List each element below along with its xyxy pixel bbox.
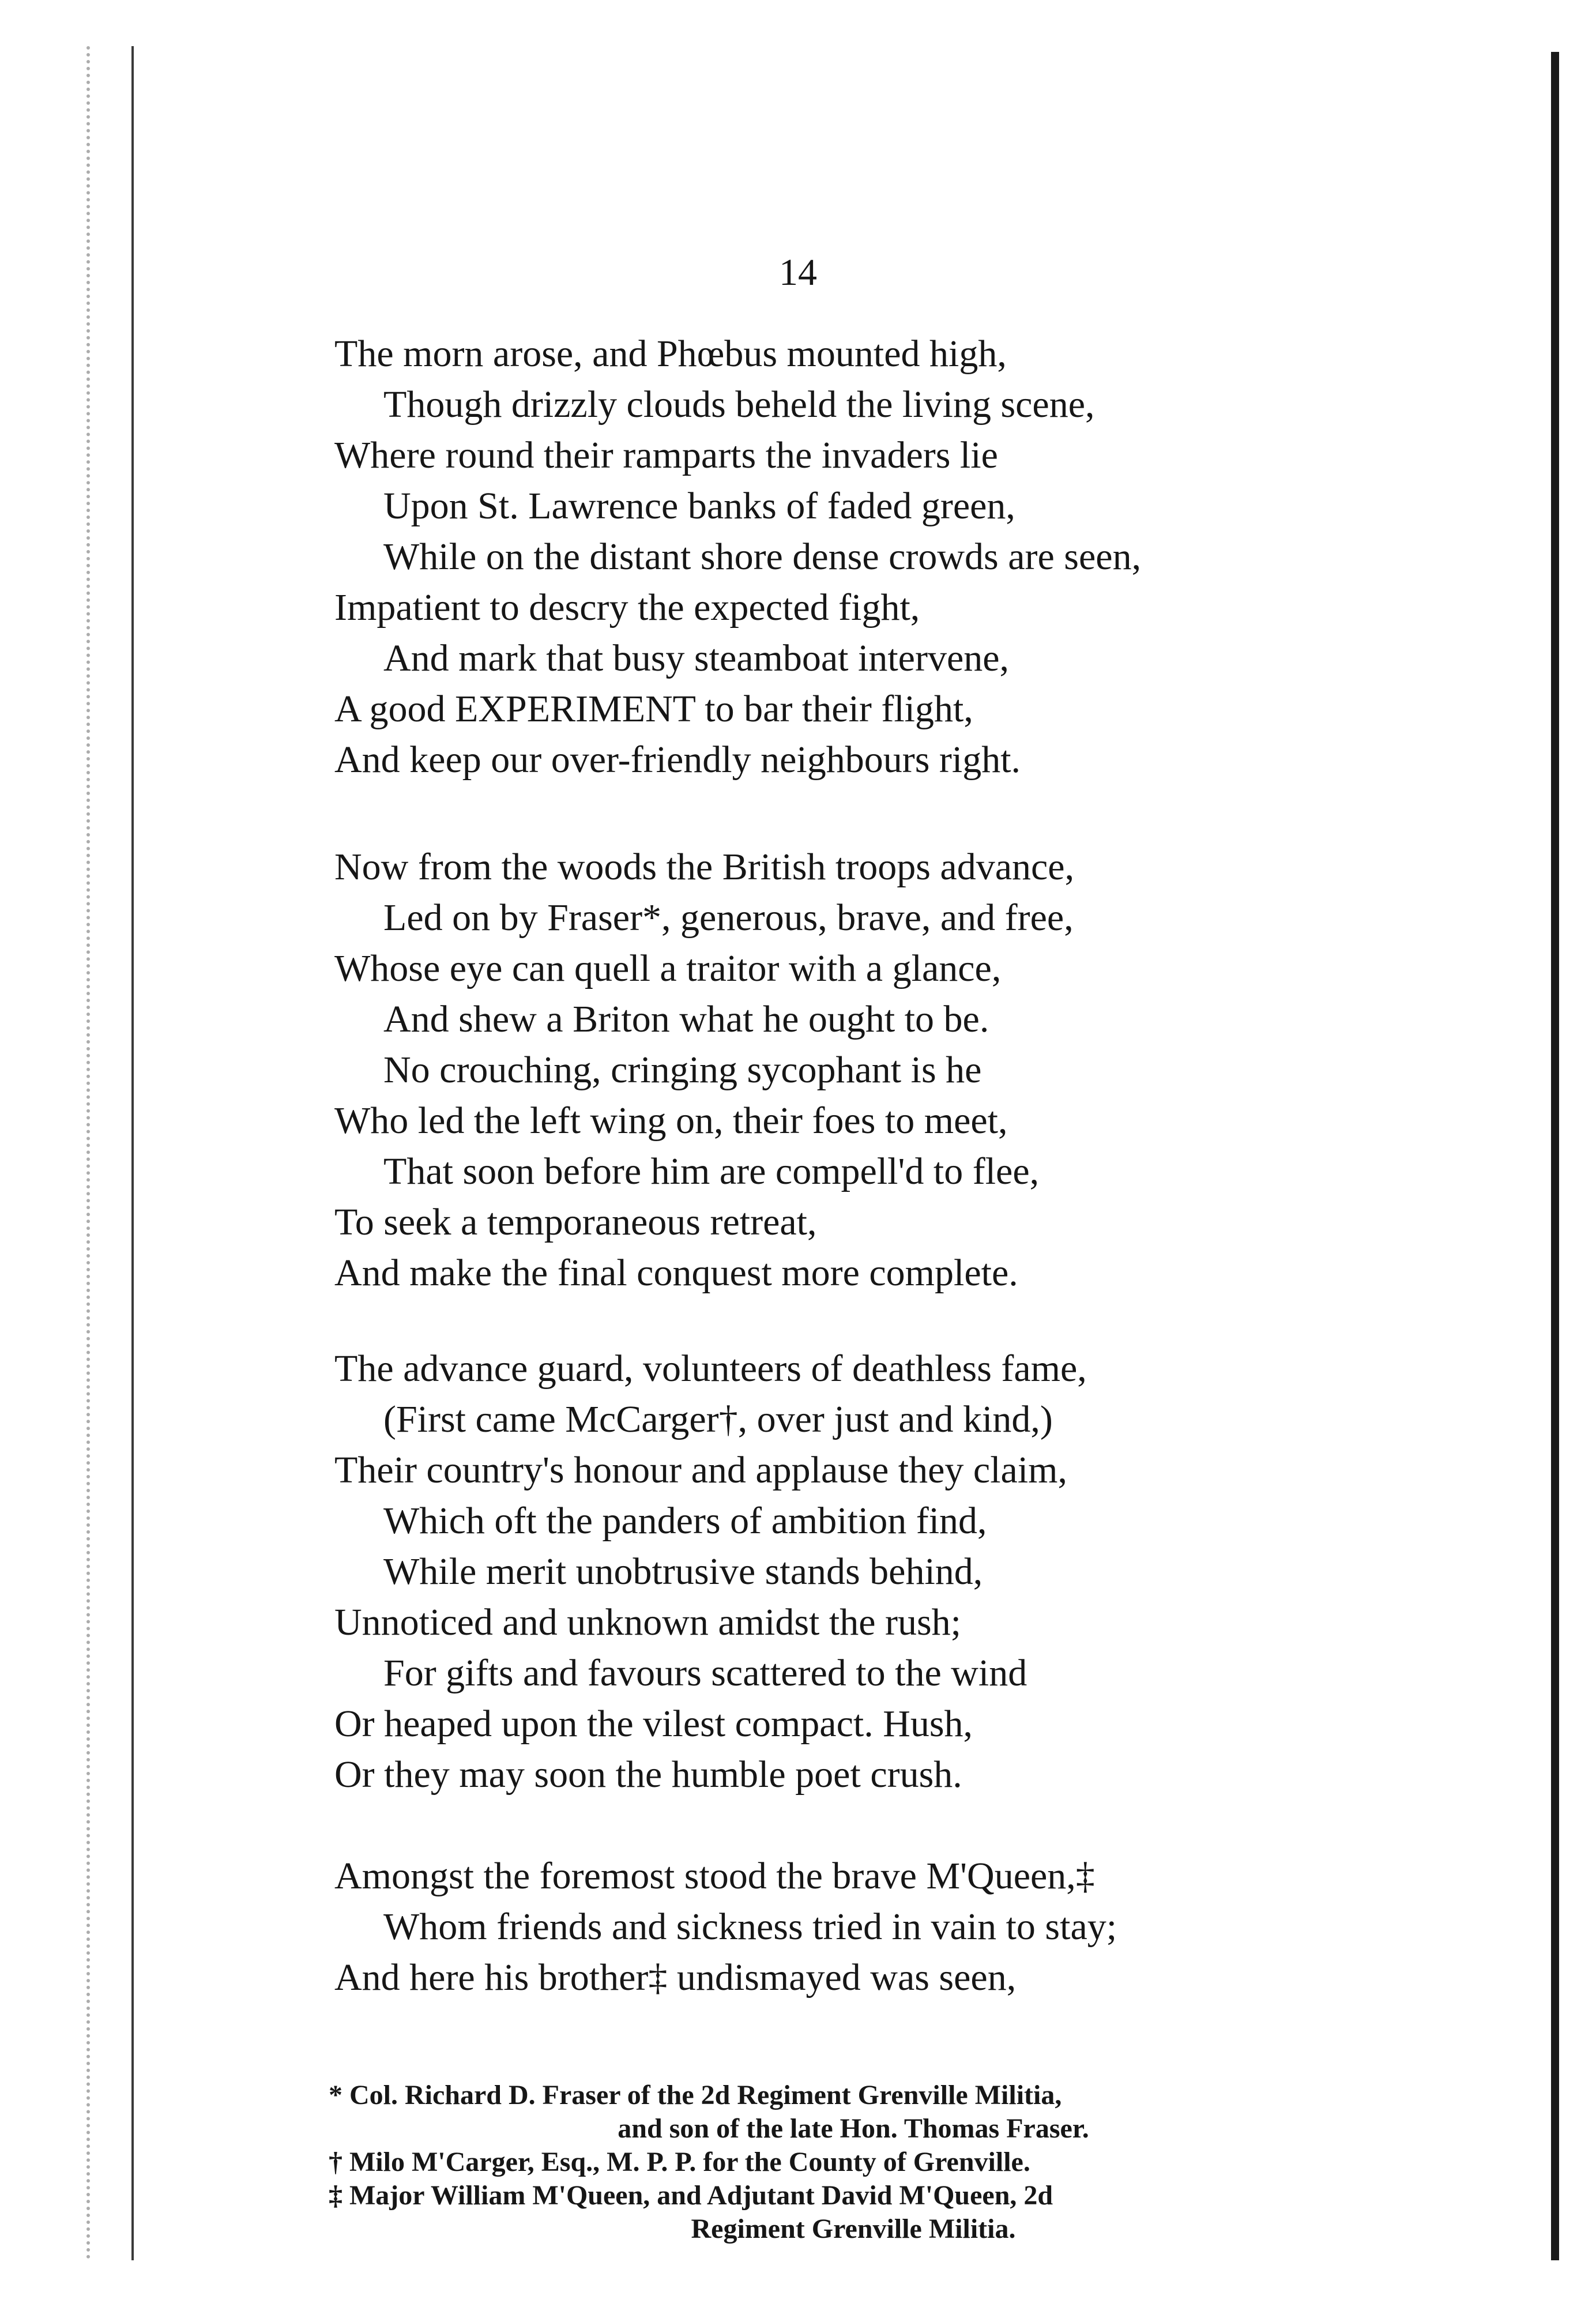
stanza-1	[334, 329, 1430, 785]
verse-line: Though drizzly clouds beheld the living scene,	[383, 383, 1095, 426]
verse-line: The advance guard, volunteers of deathless fame,	[334, 1348, 1087, 1390]
verse-line: Or they may soon the humble poet crush.	[334, 1753, 962, 1796]
verse-line: (First came McCarger†, over just and kind,)	[383, 1398, 1053, 1440]
verse-line: Where round their ramparts the invaders lie	[334, 434, 998, 476]
verse-line: Amongst the foremost stood the brave M'Queen,‡	[334, 1855, 1095, 1897]
verse-line: Their country's honour and applause they claim,	[334, 1449, 1068, 1491]
verse-line: For gifts and favours scattered to the wind	[383, 1652, 1027, 1694]
verse-line: While merit unobtrusive stands behind,	[383, 1550, 983, 1593]
footnote: † Milo M'Carger, Esq., M. P. P. for the County of Grenville.	[329, 2147, 1030, 2177]
verse-line: The morn arose, and Phœbus mounted high,	[334, 333, 1007, 375]
verse-line: Impatient to descry the expected fight,	[334, 586, 920, 629]
footnotes	[323, 2079, 1384, 2246]
verse-line: Or heaped upon the vilest compact. Hush,	[334, 1703, 973, 1745]
verse-line: And mark that busy steamboat intervene,	[383, 637, 1010, 679]
verse-line: No crouching, cringing sycophant is he	[383, 1049, 982, 1091]
footnote-continuation: Regiment Grenville Militia.	[691, 2214, 1016, 2244]
footnote: ‡ Major William M'Queen, and Adjutant David M'Queen, 2d	[329, 2180, 1053, 2211]
verse-line: And here his brother‡ undismayed was seen,	[334, 1956, 1017, 1999]
verse-line: That soon before him are compell'd to flee,	[383, 1150, 1040, 1192]
footnote-continuation: and son of the late Hon. Thomas Fraser.	[618, 2113, 1089, 2144]
verse-line: Who led the left wing on, their foes to meet,	[334, 1100, 1008, 1142]
page-number: 14	[779, 251, 817, 293]
verse-line: While on the distant shore dense crowds are seen,	[383, 536, 1142, 578]
verse-line: Whose eye can quell a traitor with a glance,	[334, 947, 1002, 989]
verse-line: A good EXPERIMENT to bar their flight,	[334, 688, 973, 730]
verse-line: Whom friends and sickness tried in vain to stay;	[383, 1906, 1117, 1948]
verse-line: And keep our over-friendly neighbours right.	[334, 739, 1021, 781]
verse-line: Which oft the panders of ambition find,	[383, 1500, 987, 1542]
stanza-2	[334, 842, 1430, 1299]
stanza-4	[334, 1851, 1430, 2003]
footnote: * Col. Richard D. Fraser of the 2d Regiment Grenville Militia,	[329, 2080, 1062, 2110]
verse-line: And shew a Briton what he ought to be.	[383, 998, 989, 1040]
scan-edge-left	[86, 46, 96, 2260]
stanza-3	[334, 1343, 1430, 1800]
verse-line: Led on by Fraser*, generous, brave, and free,	[383, 897, 1074, 939]
verse-line: And make the final conquest more complete.	[334, 1252, 1018, 1294]
scan-edge-left-rule	[131, 46, 137, 2260]
verse-line: To seek a temporaneous retreat,	[334, 1201, 817, 1243]
verse-line: Now from the woods the British troops advance,	[334, 846, 1075, 888]
verse-line: Upon St. Lawrence banks of faded green,	[383, 485, 1015, 527]
scan-edge-right	[1551, 52, 1559, 2260]
verse-line: Unnoticed and unknown amidst the rush;	[334, 1601, 962, 1643]
